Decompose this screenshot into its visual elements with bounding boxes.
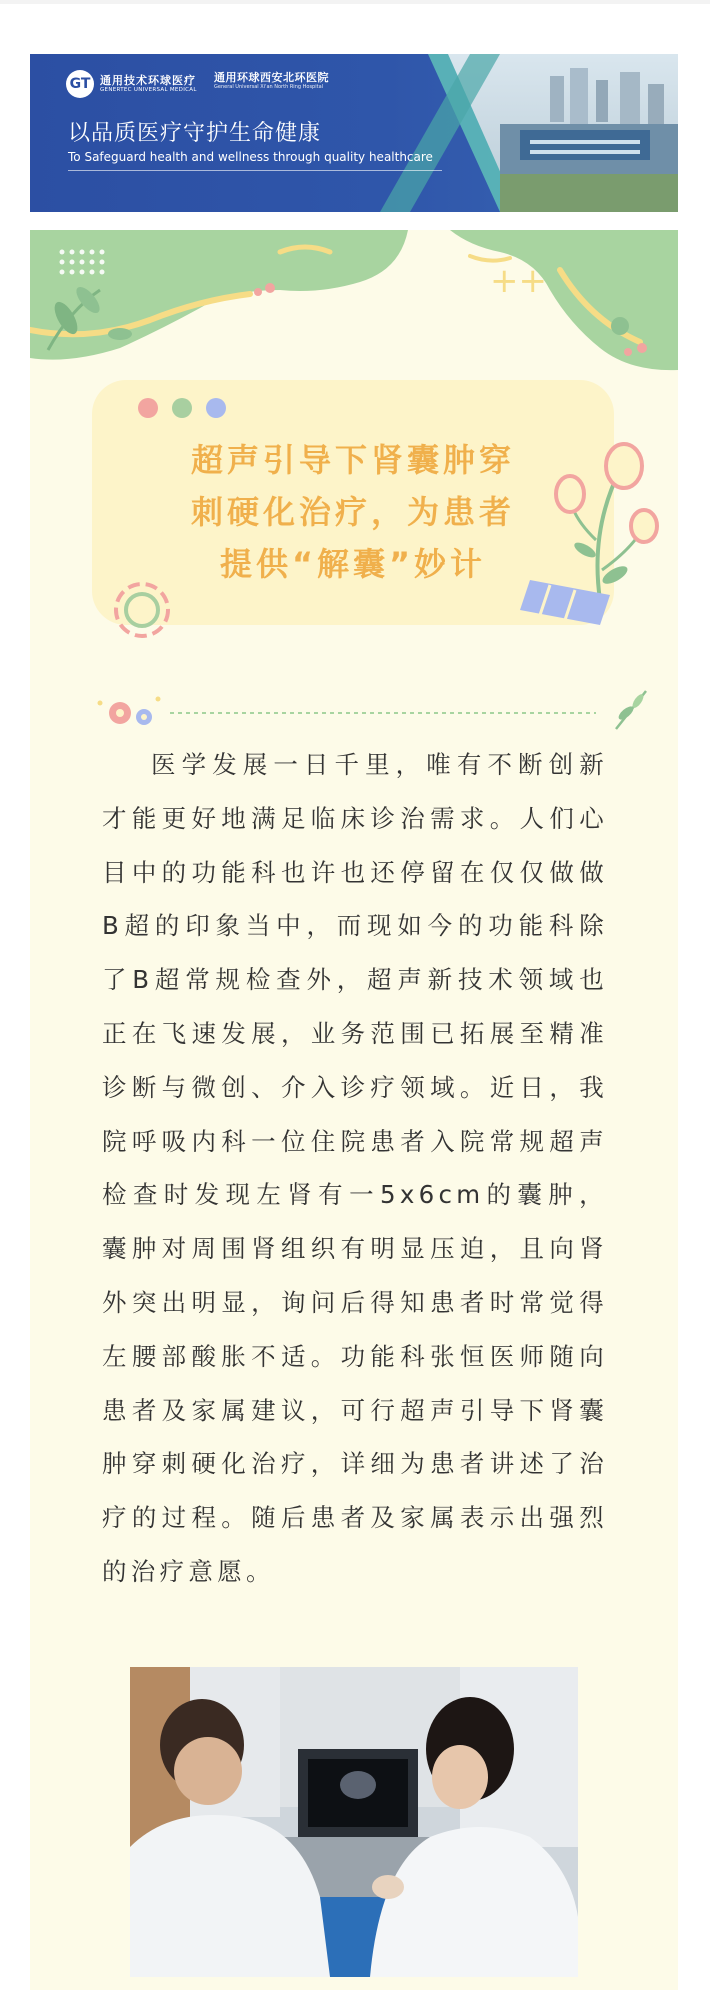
hospital-name-cn: 通用环球西安北环医院	[214, 71, 329, 84]
article-card	[30, 230, 678, 1990]
doctors-ultrasound-photo	[130, 1667, 578, 1977]
flower-divider	[86, 685, 676, 735]
title-line-3: 提供“解囊”妙计	[219, 545, 487, 583]
slogan-en: To Safeguard health and wellness through quality healthcare	[68, 150, 433, 164]
green-dot	[172, 398, 192, 418]
title-box	[92, 380, 614, 625]
article-body: 医学发展一日千里，唯有不断创新才能更好地满足临床诊治需求。人们心目中的功能科也许也还停留在仅仅做做B超的印象当中，而现如今的功能科除了B超常规检查外，超声新技术领域也正在飞速发展，业务范围已拓展至精准诊断与微创、介入诊疗领域。近日，我院呼吸内科一位住院患者入院常规超声检查时发现左肾有一5x6cm的囊肿，囊肿对周围肾组织有明显压迫，且向肾外突出明显，询问后得知患者时常觉得左腰部酸胀不适。功能科张恒医师随向患者及家属建议，可行超声引导下肾囊肿穿刺硬化治疗，详细为患者讲述了治疗的过程。随后患者及家属表示出强烈的治疗意愿。	[102, 750, 608, 1586]
svg-text:++: ++	[490, 261, 547, 301]
company-logo	[66, 70, 197, 98]
blue-dot	[206, 398, 226, 418]
leaf-decoration-top	[30, 230, 678, 380]
company-name: 通用技术环球医疗	[100, 73, 196, 87]
title-line-2: 刺硬化治疗，为患者	[190, 493, 515, 531]
hospital-name-en: General Universal Xi'an North Ring Hospital	[214, 83, 324, 90]
hospital-banner	[30, 54, 678, 212]
top-divider	[0, 0, 710, 4]
pink-dot	[138, 398, 158, 418]
hospital-name	[214, 72, 329, 90]
article-title	[92, 434, 614, 590]
color-dots	[138, 398, 226, 418]
title-line-1: 超声引导下肾囊肿穿	[190, 441, 515, 479]
logo-mark-icon: GT	[66, 70, 94, 98]
slogan-underline	[68, 170, 442, 171]
slogan-cn: 以品质医疗守护生命健康	[68, 121, 322, 146]
company-name-en: GENERTEC UNIVERSAL MEDICAL	[100, 87, 197, 94]
